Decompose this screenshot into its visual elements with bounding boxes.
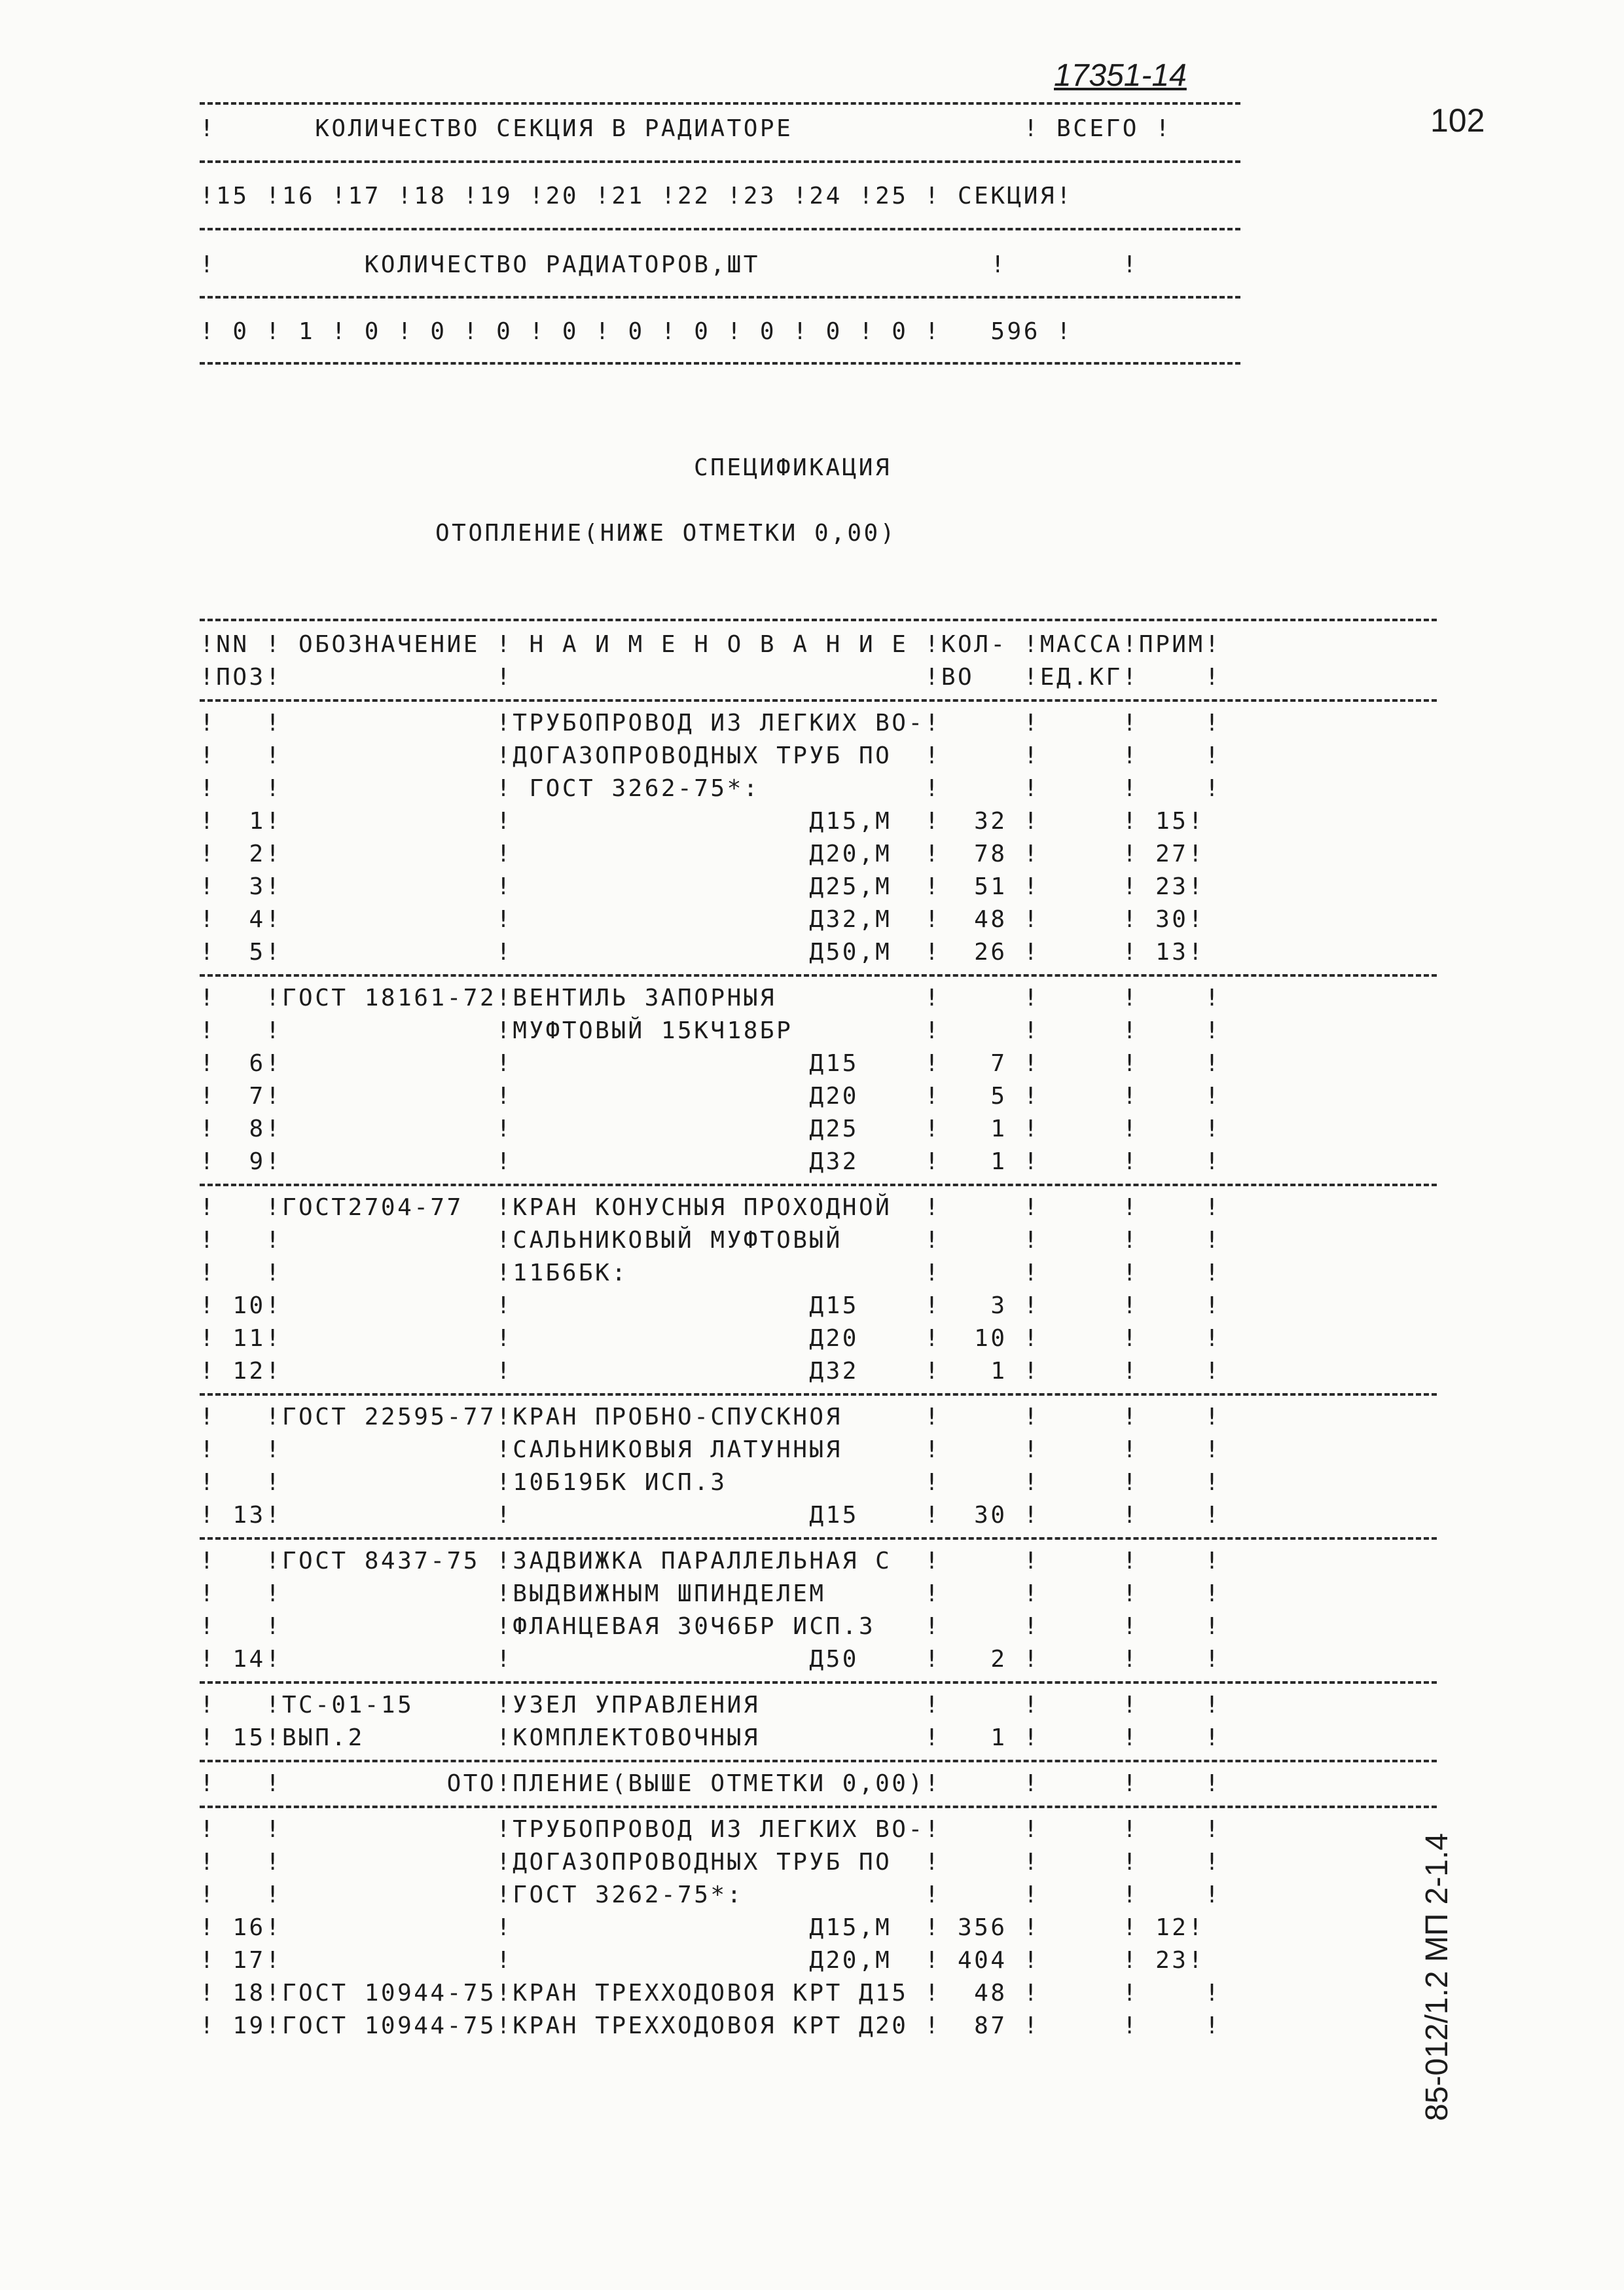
spec-row: ! ! ОТО!ПЛЕНИЕ(ВЫШЕ ОТМЕТКИ 0,00)! ! ! ! <box>200 1770 1221 1797</box>
radiator-count-title-row: ! КОЛИЧЕСТВО РАДИАТОРОВ,ШТ ! ! <box>200 251 1139 278</box>
spec-group-divider <box>200 1681 1437 1684</box>
radiator-sections-row: !15 !16 !17 !18 !19 !20 !21 !22 !23 !24 !25 ! СЕКЦИЯ! <box>200 183 1074 209</box>
spec-row: ! 12! ! Д32 ! 1 ! ! ! <box>200 1358 1221 1385</box>
spec-group-divider <box>200 1760 1437 1762</box>
spec-table-border-top <box>200 619 1437 621</box>
spec-row: ! !ГОСТ 22595-77!КРАН ПРОБНО-СПУСКНОЯ ! ! ! ! <box>200 1404 1221 1430</box>
spec-row: ! ! !ДОГАЗОПРОВОДНЫХ ТРУБ ПО ! ! ! ! <box>200 1849 1221 1876</box>
spec-row: ! 16! ! Д15,М ! 356 ! ! 12! <box>200 1914 1205 1941</box>
spec-row: ! 15!ВЫП.2 !КОМПЛЕКТОВОЧНЫЯ ! 1 ! ! ! <box>200 1724 1221 1751</box>
spec-title: СПЕЦИФИКАЦИЯ <box>694 454 892 481</box>
radiator-table-divider <box>200 296 1240 299</box>
spec-row: ! 3! ! Д25,М ! 51 ! ! 23! <box>200 873 1205 900</box>
spec-row: ! 17! ! Д20,М ! 404 ! ! 23! <box>200 1947 1205 1974</box>
radiator-title-row: ! КОЛИЧЕСТВО СЕКЦИЯ В РАДИАТОРЕ ! ВСЕГО ! <box>200 115 1172 142</box>
spec-header-divider <box>200 699 1437 702</box>
spec-group-divider <box>200 974 1437 977</box>
spec-row: ! ! !ТРУБОПРОВОД ИЗ ЛЕГКИХ ВО-! ! ! ! <box>200 1816 1221 1843</box>
spec-row: ! !ТС-01-15 !УЗЕЛ УПРАВЛЕНИЯ ! ! ! ! <box>200 1692 1221 1718</box>
spec-group-divider <box>200 1184 1437 1186</box>
spec-row: ! 13! ! Д15 ! 30 ! ! ! <box>200 1502 1221 1529</box>
spec-group-divider <box>200 1537 1437 1540</box>
spec-group-divider <box>200 1806 1437 1808</box>
spec-row: ! !ГОСТ 18161-72!ВЕНТИЛЬ ЗАПОРНЫЯ ! ! ! ! <box>200 985 1221 1011</box>
spec-row: ! 11! ! Д20 ! 10 ! ! ! <box>200 1325 1221 1352</box>
radiator-values-row: ! 0 ! 1 ! 0 ! 0 ! 0 ! 0 ! 0 ! 0 ! 0 ! 0 ! 0 ! 596 ! <box>200 318 1074 345</box>
spec-header-row: !NN ! ОБОЗНАЧЕНИЕ ! Н А И М Е Н О В А Н И Е !КОЛ- !МАССА!ПРИМ! <box>200 631 1221 658</box>
spec-row: ! 1! ! Д15,М ! 32 ! ! 15! <box>200 808 1205 835</box>
spec-row: ! ! !САЛЬНИКОВЫЙ МУФТОВЫЙ ! ! ! ! <box>200 1227 1221 1254</box>
spec-row: ! 18!ГОСТ 10944-75!КРАН ТРЕХХОДОВОЯ КРТ Д15 ! 48 ! ! ! <box>200 1980 1221 2007</box>
spec-row: ! ! !ВЫДВИЖНЫМ ШПИНДЕЛЕМ ! ! ! ! <box>200 1580 1221 1607</box>
spec-row: ! 8! ! Д25 ! 1 ! ! ! <box>200 1116 1221 1142</box>
spec-row: ! ! !МУФТОВЫЙ 15КЧ18БР ! ! ! ! <box>200 1017 1221 1044</box>
radiator-table-divider <box>200 160 1240 163</box>
spec-row: ! ! !11Б6БК: ! ! ! ! <box>200 1260 1221 1286</box>
spec-row: ! 5! ! Д50,М ! 26 ! ! 13! <box>200 939 1205 966</box>
spec-row: ! !ГОСТ2704-77 !КРАН КОНУСНЫЯ ПРОХОДНОЙ ! ! ! ! <box>200 1194 1221 1221</box>
spec-header-row: !ПОЗ! ! !ВО !ЕД.КГ! ! <box>200 664 1221 691</box>
spec-row: ! 6! ! Д15 ! 7 ! ! ! <box>200 1050 1221 1077</box>
spec-row: ! ! !ФЛАНЦЕВАЯ 30Ч6БР ИСП.3 ! ! ! ! <box>200 1613 1221 1640</box>
document-number: 17351-14 <box>1054 58 1187 93</box>
spec-row: ! 10! ! Д15 ! 3 ! ! ! <box>200 1292 1221 1319</box>
spec-row: ! ! !ТРУБОПРОВОД ИЗ ЛЕГКИХ ВО-! ! ! ! <box>200 710 1221 736</box>
side-stamp: 85-012/1.2 МП 2-1.4 <box>1420 1832 1454 2121</box>
page-number: 102 <box>1430 102 1485 139</box>
spec-row: ! 14! ! Д50 ! 2 ! ! ! <box>200 1646 1221 1673</box>
spec-row: ! ! ! ГОСТ 3262-75*: ! ! ! ! <box>200 775 1221 802</box>
spec-row: ! 2! ! Д20,М ! 78 ! ! 27! <box>200 841 1205 867</box>
spec-row: ! ! !ГОСТ 3262-75*: ! ! ! ! <box>200 1881 1221 1908</box>
spec-row: ! ! !САЛЬНИКОВЫЯ ЛАТУННЫЯ ! ! ! ! <box>200 1436 1221 1463</box>
spec-subtitle: ОТОПЛЕНИЕ(НИЖЕ ОТМЕТКИ 0,00) <box>435 520 897 547</box>
spec-row: ! 7! ! Д20 ! 5 ! ! ! <box>200 1083 1221 1110</box>
spec-group-divider <box>200 1393 1437 1396</box>
spec-row: ! ! !ДОГАЗОПРОВОДНЫХ ТРУБ ПО ! ! ! ! <box>200 742 1221 769</box>
spec-row: ! ! !10Б19БК ИСП.3 ! ! ! ! <box>200 1469 1221 1496</box>
spec-row: ! 4! ! Д32,М ! 48 ! ! 30! <box>200 906 1205 933</box>
spec-row: ! !ГОСТ 8437-75 !ЗАДВИЖКА ПАРАЛЛЕЛЬНАЯ С ! ! ! ! <box>200 1548 1221 1574</box>
radiator-table-border-top <box>200 102 1240 105</box>
spec-row: ! 9! ! Д32 ! 1 ! ! ! <box>200 1148 1221 1175</box>
radiator-table-border-bottom <box>200 362 1240 365</box>
spec-row: ! 19!ГОСТ 10944-75!КРАН ТРЕХХОДОВОЯ КРТ Д20 ! 87 ! ! ! <box>200 2012 1221 2039</box>
radiator-table-divider <box>200 228 1240 230</box>
